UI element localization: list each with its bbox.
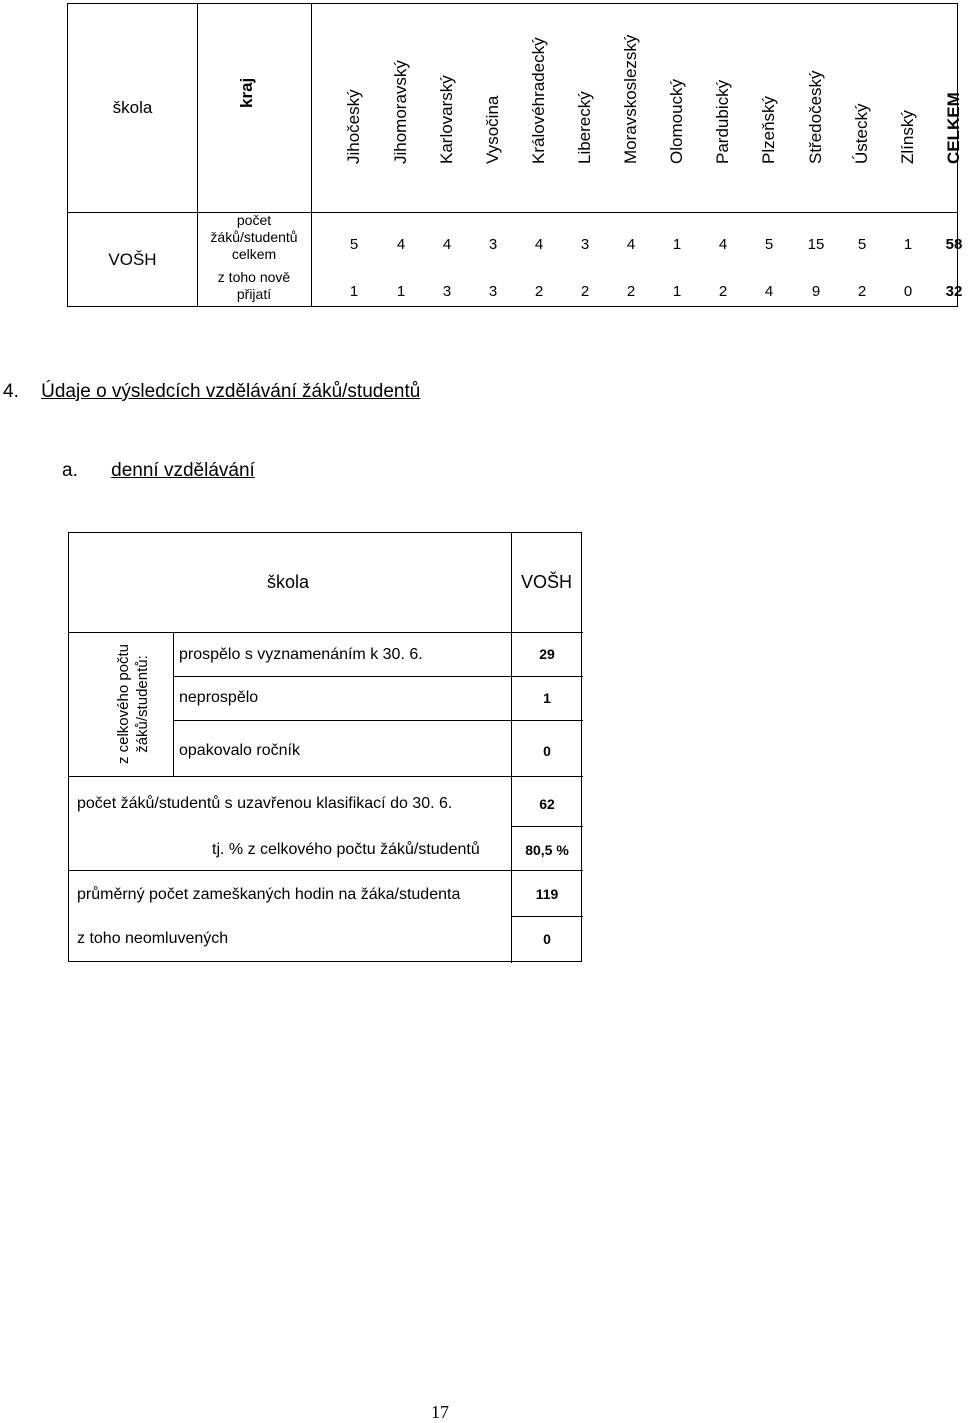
region-header-cell <box>654 4 700 212</box>
new-value: 2 <box>718 283 728 300</box>
subsection-heading <box>62 460 255 482</box>
total-value: 4 <box>396 236 406 253</box>
row-label-new: z toho nově přijatí <box>217 268 291 302</box>
total-value: 1 <box>903 236 913 253</box>
row-label-percent: tj. % z celkového počtu žáků/studentů <box>212 841 480 858</box>
region-name: Královéhradecký <box>529 37 548 164</box>
value-unexcused: 0 <box>543 931 551 947</box>
subsection-title: denní vzdělávání <box>111 460 255 481</box>
region-header-cell <box>516 4 562 212</box>
subsection-letter: a. <box>62 460 78 481</box>
region-name: CELKEM <box>944 92 963 164</box>
region-name: Středočeský <box>806 70 825 164</box>
region-header-cell <box>470 4 516 212</box>
region-name: Zlínský <box>898 110 917 164</box>
region-header-cell <box>793 4 839 212</box>
page-number: 17 <box>431 1402 449 1422</box>
new-value: 2 <box>580 283 590 300</box>
divider <box>511 826 583 827</box>
section-title: Údaje o výsledcích vzdělávání žáků/studentů <box>41 381 421 402</box>
region-table <box>67 3 963 307</box>
total-value: 4 <box>718 236 728 253</box>
region-header-cell <box>608 4 654 212</box>
region-header-cell <box>700 4 746 212</box>
school-name: VOŠH <box>108 250 157 269</box>
section-heading <box>3 381 420 403</box>
row-label-total: počet žáků/studentů celkem <box>210 212 298 262</box>
results-table <box>68 532 582 962</box>
region-header-cell <box>562 4 608 212</box>
total-value: 5 <box>857 236 867 253</box>
total-value: 58 <box>945 236 963 253</box>
divider <box>173 676 583 677</box>
new-value: 32 <box>945 283 963 300</box>
value-repeated: 0 <box>543 743 551 759</box>
row-label-classified: počet žáků/studentů s uzavřenou klasifikací do 30. 6. <box>77 795 453 812</box>
region-header-cell <box>746 4 792 212</box>
total-value: 5 <box>764 236 774 253</box>
row-label-absence: průměrný počet zameškaných hodin na žáka/studenta <box>77 886 461 903</box>
new-value: 3 <box>488 283 498 300</box>
row-label-failed: neprospělo <box>179 689 259 706</box>
new-value: 1 <box>349 283 359 300</box>
group-label <box>69 632 173 776</box>
region-name: Moravskoslezský <box>621 34 640 164</box>
new-value: 9 <box>811 283 821 300</box>
divider <box>69 776 583 777</box>
school-header: škola <box>112 98 153 117</box>
divider <box>173 720 583 721</box>
new-value: 0 <box>903 283 913 300</box>
total-value: 15 <box>807 236 825 253</box>
total-value: 1 <box>672 236 682 253</box>
region-name: Liberecký <box>575 91 594 164</box>
divider <box>69 870 583 871</box>
total-value: 4 <box>534 236 544 253</box>
region-header-cell <box>885 4 931 212</box>
region-header-cell <box>839 4 885 212</box>
region-header-cell <box>424 4 470 212</box>
region-header <box>224 4 270 212</box>
region-header-text: kraj <box>237 77 256 108</box>
total-value: 5 <box>349 236 359 253</box>
region-header-cell <box>331 4 377 212</box>
group-label-text: z celkového počtu žáků/studentů: <box>115 643 151 765</box>
total-value: 3 <box>580 236 590 253</box>
value-classified: 62 <box>539 796 555 812</box>
new-value: 1 <box>396 283 406 300</box>
total-value: 3 <box>488 236 498 253</box>
region-header-cell <box>378 4 424 212</box>
row-label-unexcused: z toho neomluvených <box>77 930 229 947</box>
row-label-honors: prospělo s vyznamenáním k 30. 6. <box>179 646 423 663</box>
school-header: škola <box>267 572 310 592</box>
value-percent: 80,5 % <box>525 842 569 858</box>
row-label-repeated: opakovalo ročník <box>179 742 300 759</box>
divider <box>311 4 312 306</box>
value-failed: 1 <box>543 690 551 706</box>
new-value: 1 <box>672 283 682 300</box>
region-name: Plzeňský <box>759 95 778 164</box>
school-name: VOŠH <box>521 572 573 592</box>
section-number: 4. <box>3 381 19 402</box>
total-value: 4 <box>626 236 636 253</box>
new-value: 2 <box>626 283 636 300</box>
divider <box>511 916 583 917</box>
region-name: Ústecký <box>852 103 871 164</box>
region-name: Jihomoravský <box>391 60 410 164</box>
region-name: Vysočina <box>483 95 502 164</box>
new-value: 3 <box>442 283 452 300</box>
new-value: 2 <box>857 283 867 300</box>
new-value: 2 <box>534 283 544 300</box>
region-name: Olomoucký <box>667 78 686 164</box>
total-value: 4 <box>442 236 452 253</box>
region-name: Jihočeský <box>344 89 363 164</box>
new-value: 4 <box>764 283 774 300</box>
region-header-cell <box>931 4 977 212</box>
region-name: Pardubický <box>713 79 732 164</box>
value-honors: 29 <box>539 646 555 662</box>
region-name: Karlovarský <box>437 75 456 164</box>
value-absence: 119 <box>535 886 559 902</box>
